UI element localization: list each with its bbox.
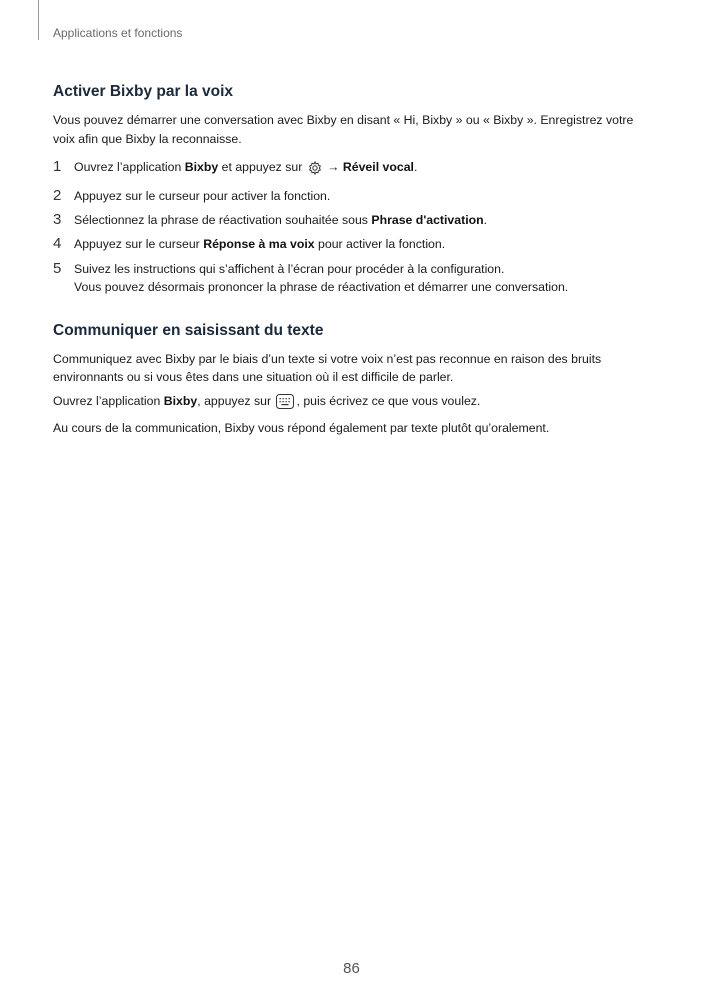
margin-rule [38, 0, 39, 40]
steps-list [53, 158, 643, 297]
menu-option: Réponse à ma voix [203, 237, 315, 252]
step-3: 3 Sélectionnez la phrase de réactivation souhaitée sous Phrase d'activation. [53, 211, 643, 229]
app-name: Bixby [184, 160, 219, 175]
page-content [53, 80, 643, 443]
step-2: 2 Appuyez sur le curseur pour activer la fonction. [53, 187, 643, 205]
step-1: 1 Ouvrez l’application Bixby et appuyez sur → Réveil vocal. [53, 158, 643, 180]
running-header: Applications et fonctions [53, 26, 183, 40]
menu-option: Phrase d'activation [371, 213, 484, 227]
step-number: 2 [53, 186, 62, 204]
section-outro: Au cours de la communication, Bixby vous répond également par texte plutôt qu’oralement. [53, 421, 550, 436]
step-number: 1 [53, 158, 62, 176]
step-number: 3 [53, 211, 62, 228]
menu-option: Réveil vocal [342, 160, 414, 175]
step-4: 4 Appuyez sur le curseur Réponse à ma voix pour activer la fonction. [53, 235, 643, 253]
section-intro: Vous pouvez démarrer une conversation avec Bixby en disant « Hi, Bixby » ou « Bixby ». Enregistrez votre voix afin que Bixby la reconnaisse. [53, 113, 634, 146]
section-intro: Communiquez avec Bixby par le biais d’un texte si votre voix n’est pas reconnue en raison des bruits environnants ou si vous êtes dans une situation où il est difficile de parler. [53, 352, 602, 385]
step-number: 4 [53, 235, 62, 253]
section-title: Activer Bixby par la voix [53, 83, 234, 100]
section-title: Communiquer en saisissant du texte [53, 321, 324, 339]
page-number: 86 [343, 960, 360, 977]
keyboard-icon [276, 394, 294, 414]
step-5: 5 Suivez les instructions qui s’affichent à l’écran pour procéder à la configuration. Vous pouvez désormais prononcer la phrase de réactivation et démarrer une conversation. [53, 259, 569, 295]
app-name: Bixby [163, 393, 198, 408]
section-text-input [53, 319, 643, 438]
section-activate-voice [53, 80, 643, 297]
gear-icon [308, 161, 322, 180]
instruction: Ouvrez l’application Bixby, appuyez sur , puis écrivez ce que vous voulez. [53, 392, 643, 414]
step-number: 5 [53, 259, 62, 277]
